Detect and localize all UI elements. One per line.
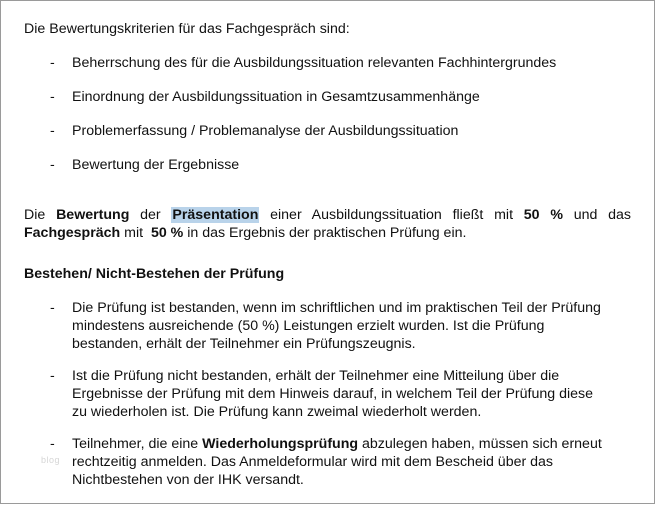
rule-text-line: mindestens ausreichende (50 %) Leistungen erzielt wurden. Ist die Prüfung xyxy=(72,318,545,334)
word: Ausbildungssituation xyxy=(311,207,442,223)
percentage-bold: 50 % xyxy=(523,207,563,223)
word: Die xyxy=(24,207,46,223)
rule-text-line: zu wiederholen ist. Die Prüfung kann zweimal wiederholt werden. xyxy=(72,404,482,420)
bullet-dash: - xyxy=(50,368,55,384)
word: der xyxy=(140,207,161,223)
bullet-dash: - xyxy=(50,436,55,452)
watermark-text: blog xyxy=(41,455,61,465)
bullet-dash: - xyxy=(50,89,55,105)
criteria-item-text: Beherrschung des für die Ausbildungssituation relevanten Fachhintergrundes xyxy=(72,55,557,71)
bullet-dash: - xyxy=(50,157,55,173)
rule-text-line: Die Prüfung ist bestanden, wenn im schriftlichen und im praktischen Teil der Prüfung xyxy=(72,300,601,316)
word: Teilnehmer, die eine xyxy=(72,436,203,452)
word: mit xyxy=(120,225,151,241)
rule-text-line: Ist die Prüfung nicht bestanden, erhält der Teilnehmer eine Mitteilung über die xyxy=(72,368,560,384)
criteria-item-text: Einordnung der Ausbildungssituation in Gesamtzusammenhänge xyxy=(72,89,480,105)
word: mit xyxy=(494,207,514,223)
word: das xyxy=(608,207,632,223)
criteria-intro: Die Bewertungskriterien für das Fachgespräch sind: xyxy=(24,21,350,37)
bullet-dash: - xyxy=(50,123,55,139)
word-bold: Bewertung xyxy=(56,207,130,223)
rule-text-line xyxy=(72,435,602,453)
rule-text-line: rechtzeitig anmelden. Das Anmeldeformular wird mit dem Bescheid über das xyxy=(72,454,554,470)
weighting-line-2 xyxy=(24,224,466,242)
weighting-line-1 xyxy=(24,206,631,224)
highlighted-word: Präsentation xyxy=(172,207,259,223)
percentage-bold: 50 % xyxy=(150,225,184,241)
word-bold: Wiederholungsprüfung xyxy=(202,436,359,452)
criteria-item-text: Problemerfassung / Problemanalyse der Ausbildungssituation xyxy=(72,123,459,139)
word: in das Ergebnis der praktischen Prüfung ein. xyxy=(183,225,467,241)
word: einer xyxy=(270,207,302,223)
word-bold: Fachgespräch xyxy=(24,225,121,241)
rule-text-line: bestanden, erhält der Teilnehmer ein Prüfungszeugnis. xyxy=(72,336,416,352)
rule-text-line: Ergebnisse der Prüfung mit dem Hinweis darauf, in welchem Teil der Prüfung diese xyxy=(72,386,593,402)
bullet-dash: - xyxy=(50,300,55,316)
word: und xyxy=(573,207,598,223)
criteria-item-text: Bewertung der Ergebnisse xyxy=(72,157,240,173)
bullet-dash: - xyxy=(50,55,55,71)
word: abzulegen haben, müssen sich erneut xyxy=(358,436,602,452)
rule-text-line: Nichtbestehen von der IHK versandt. xyxy=(72,472,304,488)
section-heading: Bestehen/ Nicht-Bestehen der Prüfung xyxy=(24,266,285,282)
word: fließt xyxy=(452,207,484,223)
